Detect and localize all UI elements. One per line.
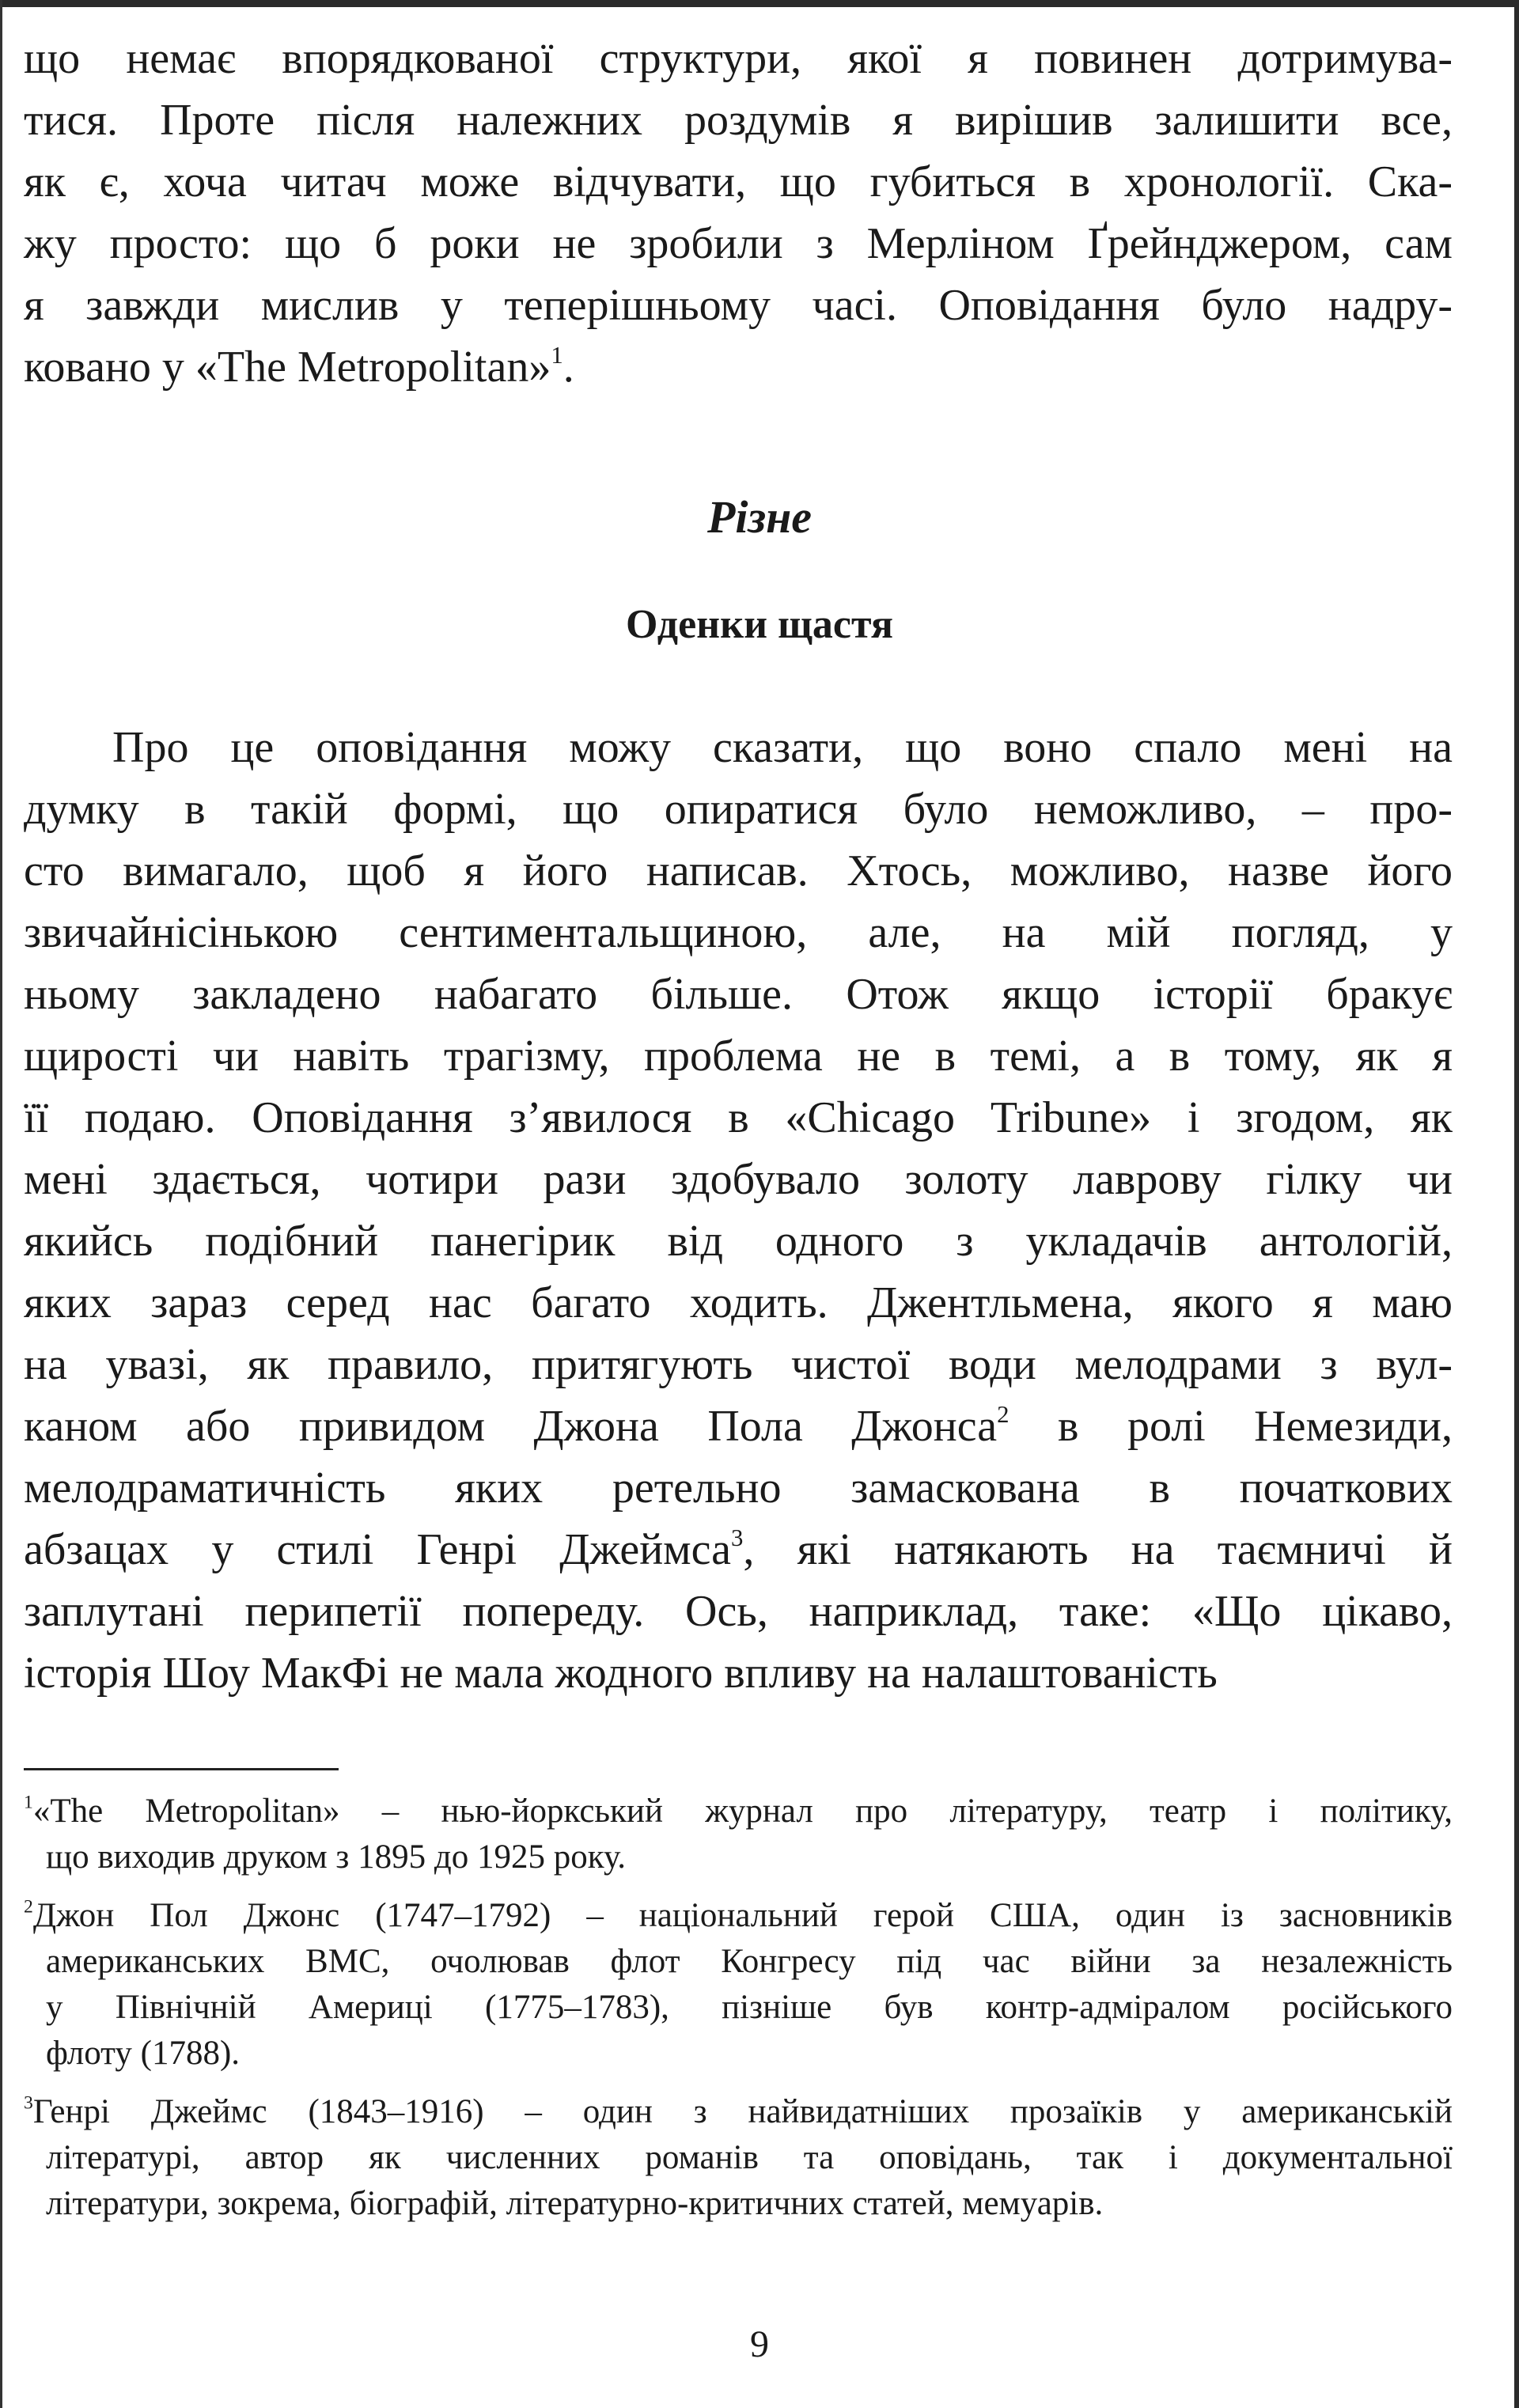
line-text: думку в такій формі, що опиратися було неможливо, – про- — [24, 785, 1453, 834]
text-line — [24, 1272, 1453, 1334]
footnote-marker: 1 — [24, 1792, 33, 1813]
line-text: на увазі, як правило, притягують чистої води мелодрами з вул- — [24, 1340, 1453, 1389]
footnote-text: флоту (1788). — [46, 2035, 241, 2072]
footnote-line — [24, 1985, 1453, 2031]
story-title: Оденки щастя — [626, 602, 893, 647]
line-text: Про це оповідання можу сказати, що воно спало мені на — [112, 723, 1453, 772]
text-line — [24, 1334, 1453, 1395]
text-line — [24, 1210, 1453, 1272]
text-line — [24, 717, 1453, 778]
page-left-border — [0, 0, 2, 2408]
line-text: звичайнісінькою сентиментальщиною, але, на мій погляд, у — [24, 908, 1453, 957]
footnote-text: американських ВМС, очолював флот Конгресу під час війни за незалежність — [46, 1943, 1453, 1980]
page-right-border — [1514, 0, 1519, 2408]
line-text: тися. Проте після належних роздумів я вирішив залишити все, — [24, 96, 1453, 145]
line-text: як є, хоча читач може відчувати, що губиться в хронології. Ска- — [24, 157, 1453, 206]
footnote — [24, 1789, 1453, 1880]
line-text: сто вимагало, щоб я його написав. Хтось, можливо, назве його — [24, 846, 1453, 895]
footnote-ref: 3 — [731, 1524, 744, 1551]
footnote-line — [24, 2135, 1453, 2181]
text-line — [24, 1519, 1453, 1581]
line-text: що немає впорядкованої структури, якої я повинен дотримува- — [24, 34, 1453, 83]
footnote-text: Генрі Джеймс (1843–1916) – один з найвидатніших прозаїків у американській — [32, 2093, 1453, 2130]
text-line — [24, 213, 1453, 274]
text-line — [24, 964, 1453, 1025]
footnote-line — [24, 1789, 1453, 1834]
footnote-text: Джон Пол Джонс (1747–1792) – національний герой США, один із засновників — [32, 1897, 1453, 1934]
text-line — [24, 274, 1453, 336]
footnote-line — [24, 2089, 1453, 2135]
text-line — [24, 902, 1453, 964]
intro-paragraph — [24, 28, 1453, 398]
footnote-divider — [24, 1768, 339, 1770]
text-line — [24, 1642, 1453, 1704]
line-text: її подаю. Оповідання з’явилося в «Chicago Tribune» і згодом, як — [24, 1093, 1453, 1142]
text-line — [24, 89, 1453, 151]
body-paragraph — [24, 717, 1453, 1704]
footnote-ref: 2 — [997, 1400, 1010, 1428]
footnote-text: що виходив друком з 1895 до 1925 року. — [46, 1838, 626, 1876]
text-line — [24, 28, 1453, 89]
footnote — [24, 2089, 1453, 2227]
line-text: історія Шоу МакФі не мала жодного впливу на налаштованість — [24, 1649, 1218, 1698]
footnotes — [24, 1789, 1453, 2240]
footnote-line — [24, 1939, 1453, 1985]
text-line — [24, 151, 1453, 213]
line-text: якийсь подібний панегірик від одного з укладачів антологій, — [24, 1217, 1453, 1266]
line-text: заплутані перипетії попереду. Ось, наприклад, таке: «Що цікаво, — [24, 1587, 1453, 1636]
line-text: в ролі Немезиди, — [1009, 1402, 1453, 1451]
footnote-line — [24, 1893, 1453, 1939]
line-text: , які натякають на таємничі й — [743, 1525, 1453, 1574]
line-text: каном або привидом Джона Пола Джонса — [24, 1402, 998, 1451]
footnote-text: літературі, автор як численних романів та оповідань, так і документальної — [46, 2139, 1453, 2176]
text-line — [24, 336, 1453, 398]
line-text: ковано у «The Metropolitan» — [24, 343, 551, 392]
line-text: . — [563, 343, 574, 392]
line-text: жу просто: що б роки не зробили з Мерліном Ґрейнджером, сам — [24, 219, 1453, 268]
text-line — [24, 1395, 1453, 1457]
line-text: мелодраматичність яких ретельно замаскована в початкових — [24, 1463, 1453, 1513]
footnote-text: «The Metropolitan» – нью-йоркський журнал про літературу, театр і політику, — [32, 1793, 1453, 1830]
line-text: ньому закладено набагато більше. Отож якщо історії бракує — [24, 970, 1453, 1019]
line-text: я завжди мислив у теперішньому часі. Оповідання було надру- — [24, 281, 1453, 330]
text-line — [24, 1025, 1453, 1087]
footnote-line — [24, 2181, 1453, 2227]
text-line — [24, 1457, 1453, 1519]
window-top-border — [0, 0, 1519, 7]
footnote-marker: 3 — [24, 2092, 33, 2114]
footnote-text: у Північній Америці (1775–1783), пізніше був контр-адміралом російського — [46, 1989, 1453, 2026]
footnote-line — [24, 1834, 1453, 1880]
line-text: яких зараз серед нас багато ходить. Джентльмена, якого я маю — [24, 1278, 1453, 1327]
footnote-line — [24, 2031, 1453, 2077]
text-line — [24, 1087, 1453, 1149]
footnote-marker: 2 — [24, 1896, 33, 1918]
footnote — [24, 1893, 1453, 2077]
text-line — [24, 840, 1453, 902]
footnote-ref: 1 — [551, 341, 563, 369]
footnote-text: літератури, зокрема, біографій, літературно-критичних статей, мемуарів. — [46, 2185, 1104, 2222]
text-line — [24, 778, 1453, 840]
text-line — [24, 1149, 1453, 1210]
page-number: 9 — [750, 2323, 769, 2365]
text-line — [24, 1581, 1453, 1642]
section-title: Різне — [706, 491, 813, 543]
line-text: абзацах у стилі Генрі Джеймса — [24, 1525, 731, 1574]
line-text: мені здається, чотири рази здобувало золоту лаврову гілку чи — [24, 1155, 1453, 1204]
line-text: щирості чи навіть трагізму, проблема не в темі, а в тому, як я — [24, 1032, 1453, 1081]
